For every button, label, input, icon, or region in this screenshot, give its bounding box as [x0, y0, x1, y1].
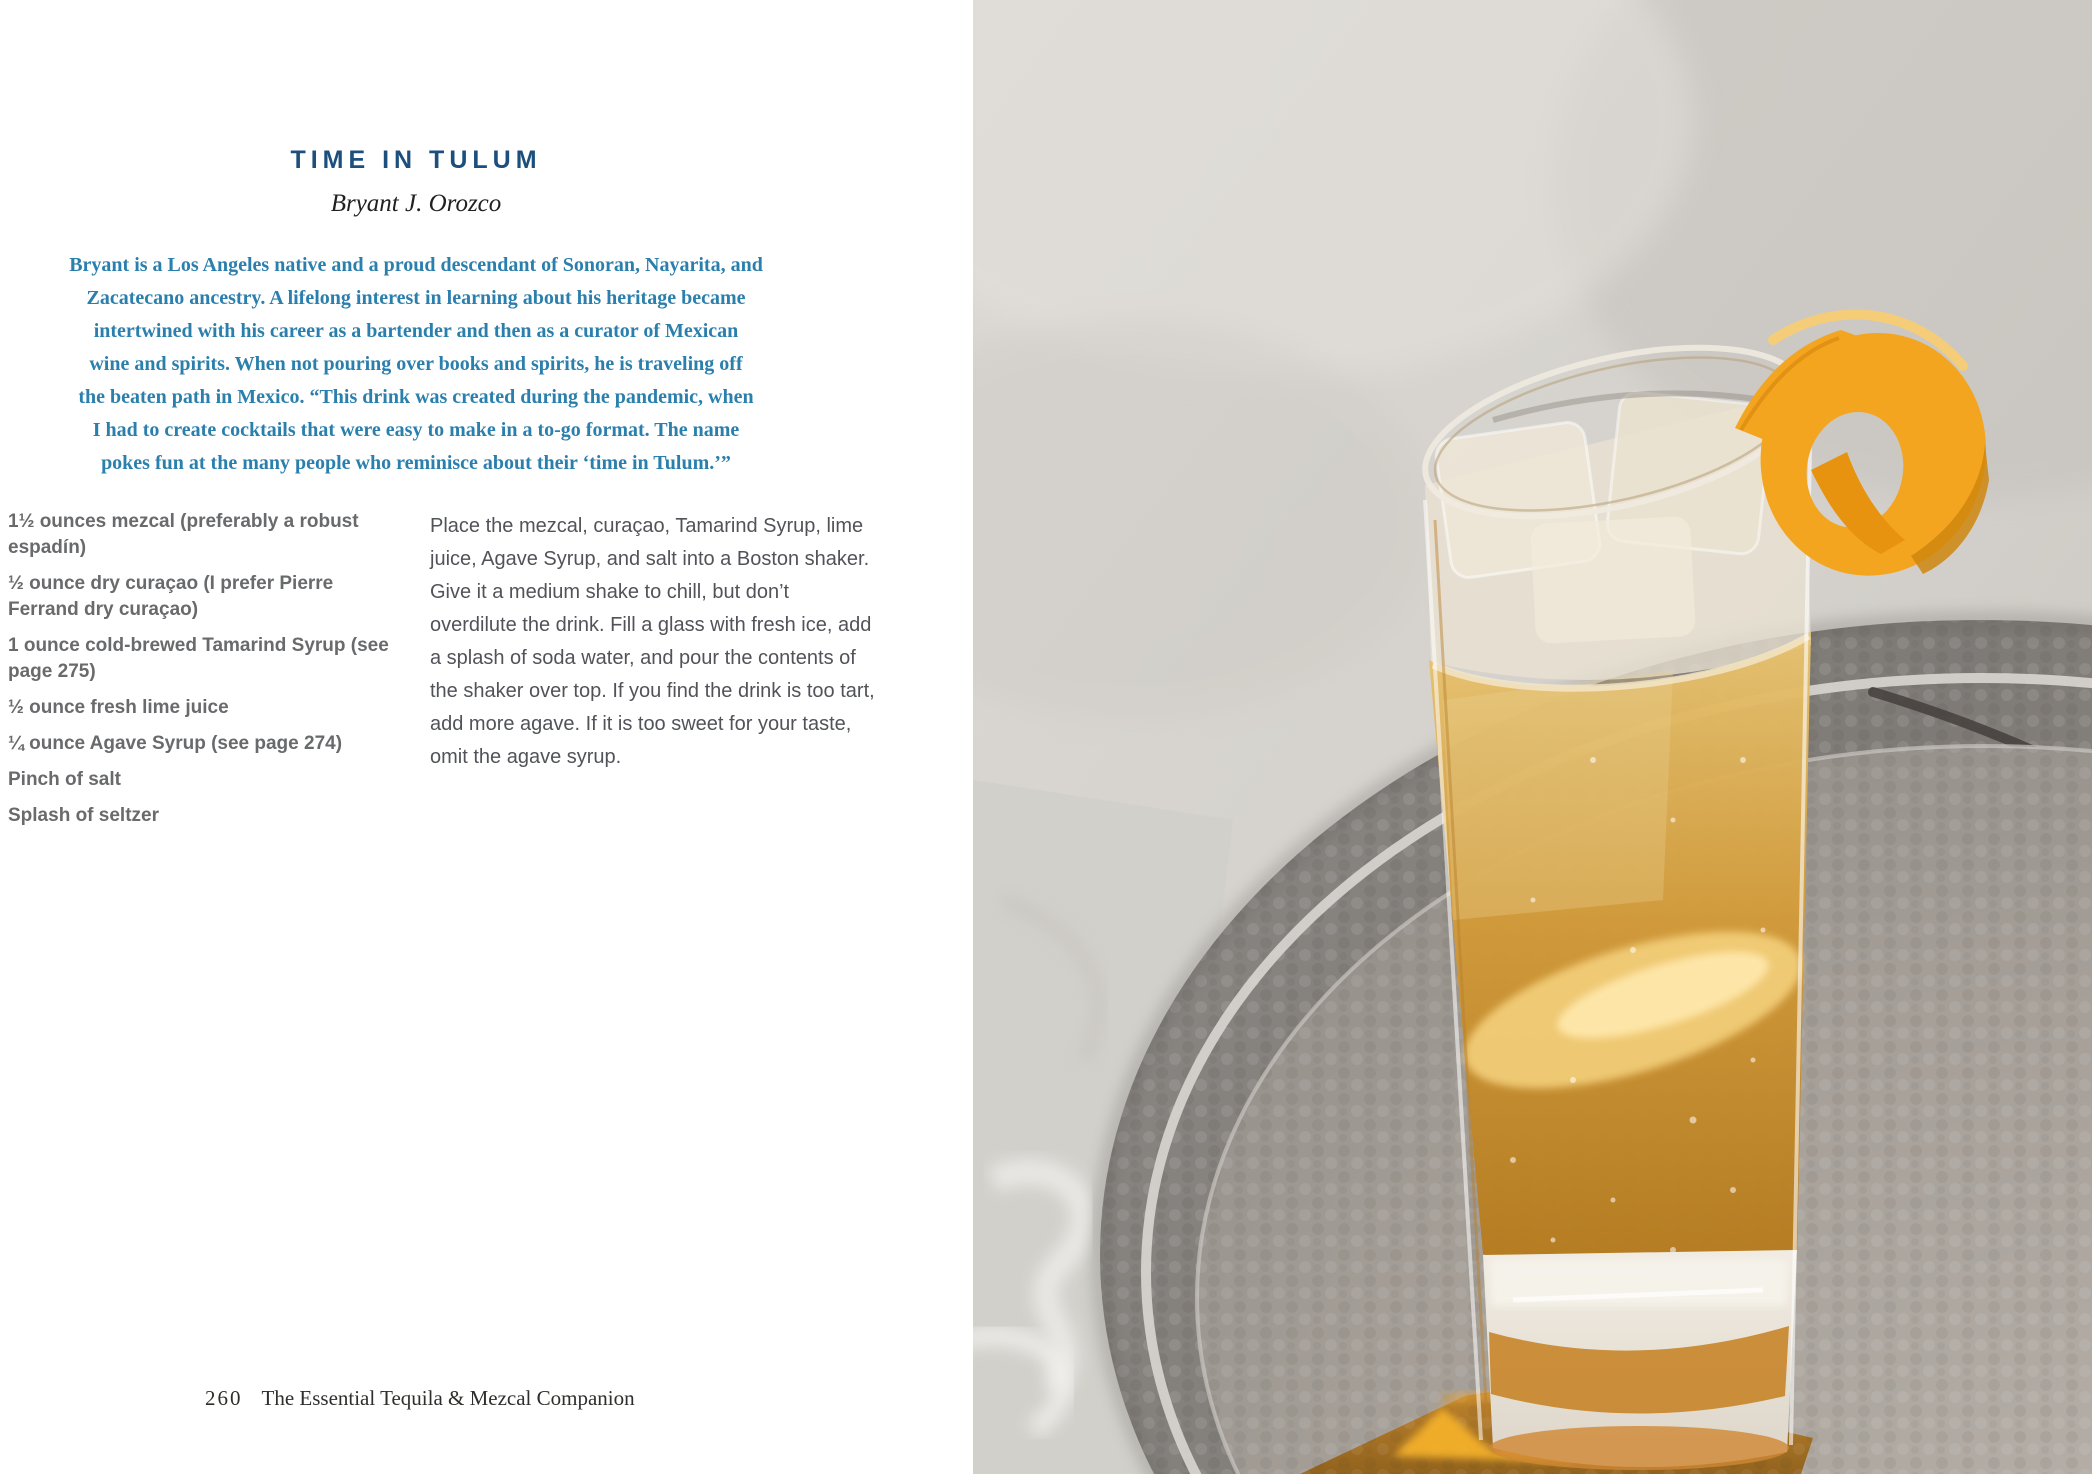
ingredients-list: [8, 509, 408, 839]
highball-glass: [1409, 316, 1820, 1470]
glass-base: [1483, 1250, 1797, 1470]
recipe-author: Bryant J. Orozco: [330, 190, 502, 217]
intro-line: Zacatecano ancestry. A lifelong interest in learning about his heritage became: [86, 287, 746, 309]
recipe-intro: [0, 249, 832, 480]
intro-line: the beaten path in Mexico. “This drink was created during the pandemic, when: [78, 386, 754, 408]
ingredient-item: ½ ounce dry curaçao (I prefer Pierre Ferrand dry curaçao): [8, 573, 334, 620]
ingredient-item: 1 ounce cold-brewed Tamarind Syrup (see page 275): [8, 635, 389, 682]
intro-line: Bryant is a Los Angeles native and a proud descendant of Sonoran, Nayarita, and: [69, 254, 763, 276]
intro-line: I had to create cocktails that were easy to make in a to-go format. The name: [92, 419, 740, 441]
intro-line: wine and spirits. When not pouring over books and spirits, he is traveling off: [89, 353, 743, 375]
footer-page-number: 260: [205, 1386, 243, 1410]
page-title: TIME IN TULUM: [290, 146, 542, 174]
recipe-page: [0, 0, 973, 1474]
intro-line: intertwined with his career as a bartender and then as a curator of Mexican: [93, 320, 739, 342]
cocktail-photo: [973, 0, 2092, 1474]
drink-liquid: [1429, 632, 1818, 1279]
ingredient-item: 1½ ounces mezcal (preferably a robust espadín): [8, 511, 359, 558]
intro-line: pokes fun at the many people who reminisce about their ‘time in Tulum.’”: [101, 452, 731, 474]
ingredient-item: ½ ounce fresh lime juice: [8, 697, 229, 718]
footer-book-title: The Essential Tequila & Mezcal Companion: [261, 1386, 635, 1410]
ingredient-item: Splash of seltzer: [8, 805, 159, 826]
ingredient-item: Pinch of salt: [8, 769, 121, 790]
ingredient-item: ¼ ounce Agave Syrup (see page 274): [8, 733, 343, 754]
instructions-paragraph: Place the mezcal, curaçao, Tamarind Syrup, lime juice, Agave Syrup, and salt into a Boston shaker. Give it a medium shake to chill, but don’t overdilute the drink. Fill a glass with fresh ice, add a splash of soda water, and pour the contents of the shaker over top. If you find the drink is too tart, add more agave. If it is too sweet for your taste, omit the agave syrup.: [430, 515, 875, 768]
page-footer: [205, 1386, 635, 1411]
